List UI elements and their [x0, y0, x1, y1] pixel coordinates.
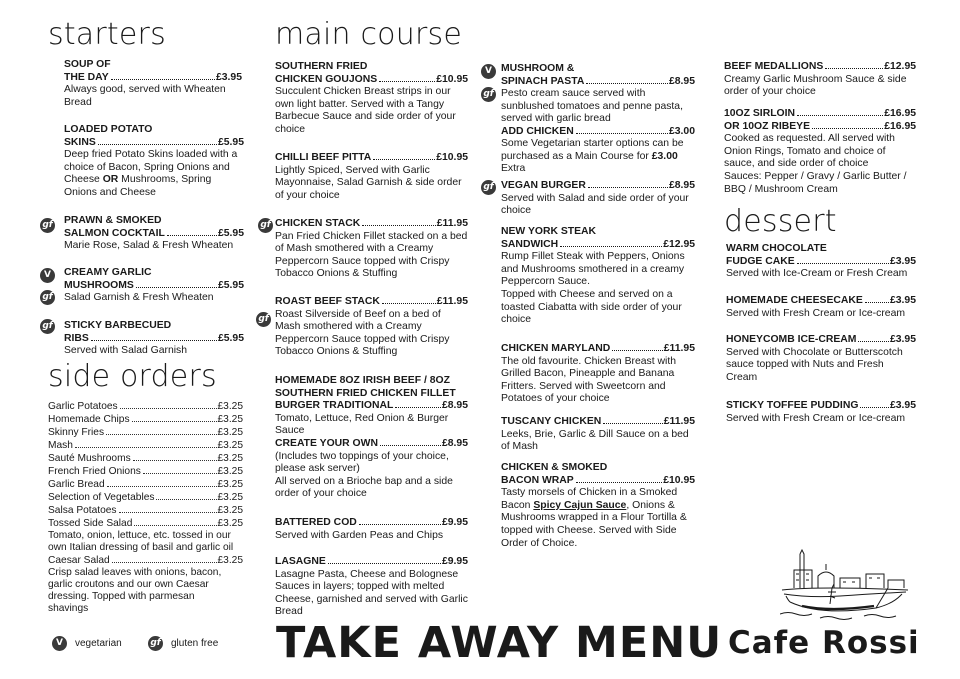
- main-roast-beef-stack: [275, 296, 468, 359]
- item-price: £11.95: [663, 343, 695, 354]
- main-tuscany-chicken: [501, 416, 695, 454]
- item-price: £16.95: [884, 120, 916, 132]
- item-desc: Crisp salad leaves with onions, bacon, garlic croutons and our own Caesar dressing. Topped with parmesan shavings: [48, 567, 222, 614]
- item-desc: Pan Fried Chicken Fillet stacked on a bed of Mash smothered with a Creamy Peppercorn Sauce topped with Crispy Tobacco Onions & Stuffing: [275, 230, 468, 280]
- list-item: Skinny Fries £3.25: [48, 427, 243, 438]
- cafe-rossi-logo: Cafe Rossi: [728, 625, 920, 661]
- item-price: £3.95: [889, 400, 916, 411]
- item-name: CREAMY GARLIC: [64, 267, 152, 278]
- item-desc: Served with Ice-Cream or Fresh Cream: [726, 268, 908, 280]
- item-name: HOMEMADE 8OZ IRISH BEEF / 8OZ: [275, 375, 450, 386]
- item-price: £8.95: [441, 437, 468, 449]
- vegetarian-icon: V: [481, 64, 496, 79]
- starter-ribs: [64, 320, 244, 358]
- list-item: Sauté Mushrooms £3.25: [48, 453, 243, 464]
- list-item: Mash £3.25: [48, 440, 243, 451]
- item-desc: Roast Silverside of Beef on a bed of Mash smothered with a Creamy Peppercorn Sauce topped with Crispy Tobacco Onions & Stuffing: [275, 308, 450, 358]
- item-price: £3.00: [668, 125, 695, 137]
- item-name: CHICKEN GOUJONS: [275, 73, 378, 85]
- item-name: BACON WRAP: [501, 474, 574, 486]
- item-name: VEGAN BURGER: [501, 180, 586, 191]
- starters-heading: starters: [48, 17, 166, 52]
- main-battered-cod: [275, 517, 468, 542]
- item-name: CREATE YOUR OWN: [275, 437, 378, 449]
- gluten-free-icon: gf: [40, 319, 55, 334]
- list-item: Caesar Salad £3.25: [48, 555, 243, 566]
- item-desc: Salad Garnish & Fresh Wheaten: [64, 292, 214, 304]
- item-name: FUDGE CAKE: [726, 255, 795, 267]
- item-name: SOUTHERN FRIED CHICKEN FILLET: [275, 387, 456, 399]
- legend-gluten-free: gf gluten free: [148, 636, 218, 651]
- item-name: SANDWICH: [501, 238, 559, 250]
- item-desc: Cooked as requested. All served with Onion Rings, Tomato and choice of sauce, and side order of choice: [724, 133, 895, 170]
- item-desc: Served with Salad and side order of your choice: [501, 192, 689, 217]
- item-desc: Creamy Garlic Mushroom Sauce & side order of your choice: [724, 73, 907, 98]
- item-price: £11.95: [436, 218, 468, 229]
- item-desc: Leeks, Brie, Garlic & Dill Sauce on a bed of Mash: [501, 428, 689, 453]
- item-price: £11.95: [436, 296, 468, 307]
- item-price: £12.95: [663, 238, 695, 250]
- main-vegan-burger: [501, 180, 695, 218]
- item-name: PRAWN & SMOKED: [64, 215, 162, 226]
- item-price: £9.95: [441, 556, 468, 567]
- list-item: French Fried Onions £3.25: [48, 466, 243, 477]
- list-item: Garlic Potatoes £3.25: [48, 401, 243, 412]
- item-desc: (Includes two toppings of your choice, please ask server): [275, 450, 449, 475]
- item-desc: Served with Fresh Cream or Ice-cream: [726, 412, 905, 424]
- list-item: Salsa Potatoes £3.25: [48, 505, 243, 516]
- item-name: BURGER TRADITIONAL: [275, 400, 394, 412]
- gluten-free-icon: gf: [148, 636, 163, 651]
- item-name: MUSHROOM &: [501, 63, 575, 74]
- dessert-cheesecake: [726, 295, 916, 320]
- item-desc: Always good, served with Wheaten Bread: [64, 84, 226, 108]
- item-desc: Served with Garden Peas and Chips: [275, 529, 444, 541]
- item-price: £3.95: [889, 334, 916, 345]
- item-desc: Sauces: Pepper / Gravy / Garlic Butter / BBQ / Mushroom Cream: [724, 170, 907, 195]
- main-chicken-stack: [275, 218, 468, 281]
- item-desc: Served with Salad Garnish: [64, 345, 188, 357]
- item-desc: Tomato, onion, lettuce, etc. tossed in our own Italian dressing of basil and garlic oil: [48, 530, 234, 553]
- item-desc: Tasty morsels of Chicken in a Smoked Bacon Spicy Cajun Sauce, Onions & Mushrooms wrapped in a Flour Tortilla & topped with Cheese. Served with Side Order of Choice.: [501, 487, 687, 549]
- item-desc: Lasagne Pasta, Cheese and Bolognese Sauces in layers; topped with melted Cheese, garnished and served with Garlic Bread: [275, 568, 468, 618]
- item-name: HOMEMADE CHEESECAKE: [726, 295, 863, 306]
- item-price: £5.95: [217, 227, 244, 239]
- main-chicken-maryland: [501, 343, 695, 406]
- item-name: CHICKEN MARYLAND: [501, 343, 611, 354]
- item-price: £3.95: [889, 295, 916, 306]
- side-orders-list: [48, 400, 243, 615]
- legend-vegetarian: V vegetarian: [52, 636, 122, 651]
- gluten-free-icon: gf: [258, 218, 273, 233]
- item-name: LASAGNE: [275, 556, 326, 567]
- main-ny-steak-sandwich: [501, 226, 695, 327]
- item-name: STICKY TOFFEE PUDDING: [726, 400, 859, 411]
- list-item: Garlic Bread £3.25: [48, 479, 243, 490]
- item-price: £10.95: [436, 73, 468, 85]
- item-price: £11.95: [663, 416, 695, 427]
- starter-prawn-cocktail: [64, 215, 244, 253]
- list-item: Tossed Side Salad £3.25: [48, 518, 243, 529]
- main-burger: [275, 375, 468, 501]
- gluten-free-icon: gf: [481, 180, 496, 195]
- main-chilli-pitta: [275, 152, 468, 202]
- side-orders-heading: side orders: [48, 359, 217, 394]
- item-name: OR 10OZ RIBEYE: [724, 120, 811, 132]
- main-course-heading: main course: [275, 17, 462, 52]
- item-price: £5.95: [217, 136, 244, 148]
- item-price: £16.95: [884, 108, 916, 119]
- item-name: CHICKEN & SMOKED: [501, 462, 608, 473]
- item-name: ROAST BEEF STACK: [275, 296, 380, 307]
- main-chicken-bacon-wrap: [501, 462, 695, 550]
- item-price: £5.95: [217, 279, 244, 291]
- item-name: BEEF MEDALLIONS: [724, 61, 824, 72]
- item-price: £12.95: [884, 61, 916, 72]
- item-name: ADD CHICKEN: [501, 125, 574, 137]
- item-desc: Served with Chocolate or Butterscotch sauce topped with Nuts and Fresh Cream: [726, 346, 903, 383]
- item-desc: The old favourite. Chicken Breast with Grilled Bacon, Pineapple and Banana Fritters. Served with Sweetcorn and Potatoes of your choice: [501, 355, 676, 405]
- main-beef-medallions: [724, 61, 916, 99]
- item-name: THE DAY: [64, 71, 109, 83]
- item-name: TUSCANY CHICKEN: [501, 416, 602, 427]
- item-desc: Pesto cream sauce served with sunblushed tomatoes and penne pasta, served with garlic bread: [501, 88, 683, 125]
- item-price: £8.95: [441, 400, 468, 412]
- vegetarian-icon: V: [40, 268, 55, 283]
- item-price: £9.95: [441, 517, 468, 528]
- item-desc: Topped with Cheese and served on a toasted Ciabatta with side order of your choice: [501, 288, 682, 326]
- item-desc: Lightly Spiced, Served with Garlic Mayonnaise, Salad Garnish & side order of your choice: [275, 164, 462, 201]
- item-name: SALMON COCKTAIL: [64, 227, 165, 239]
- item-name: HONEYCOMB ICE-CREAM: [726, 334, 857, 345]
- item-name: NEW YORK STEAK: [501, 226, 597, 237]
- take-away-menu-title: TAKE AWAY MENU: [276, 618, 723, 668]
- main-lasagne: [275, 556, 468, 619]
- gluten-free-icon: gf: [256, 312, 271, 327]
- gluten-free-icon: gf: [481, 87, 496, 102]
- vegetarian-note: Some Vegetarian starter options can be purchased as a Main Course for £3.00 Extra: [501, 138, 684, 175]
- list-item: Homemade Chips £3.25: [48, 414, 243, 425]
- item-name: SOUP OF: [64, 59, 111, 70]
- item-price: £5.95: [217, 332, 244, 344]
- item-desc: Marie Rose, Salad & Fresh Wheaten: [64, 240, 234, 252]
- item-name: MUSHROOMS: [64, 279, 134, 291]
- vegetarian-icon: V: [52, 636, 67, 651]
- starter-soup: [64, 59, 242, 109]
- item-name: LOADED POTATO: [64, 124, 153, 135]
- item-name: SKINS: [64, 136, 96, 148]
- item-desc: Succulent Chicken Breast strips in our own light batter. Served with a Tangy Barbecue Sauce and side order of your choice: [275, 86, 456, 135]
- item-price: £3.95: [215, 71, 242, 83]
- main-mushroom-pasta: [501, 63, 695, 139]
- item-desc: Served with Fresh Cream or Ice-cream: [726, 307, 905, 319]
- dessert-fudge-cake: [726, 243, 916, 281]
- item-desc: Rump Fillet Steak with Peppers, Onions and Mushrooms smothered in a creamy Peppercorn Sauce.: [501, 251, 685, 288]
- main-steaks: [724, 108, 916, 196]
- item-desc: Deep fried Potato Skins loaded with a choice of Bacon, Spring Onions and Cheese OR Mushrooms, Spring Onions and Cheese: [64, 149, 238, 198]
- item-name: BATTERED COD: [275, 517, 357, 528]
- item-name: CHILLI BEEF PITTA: [275, 152, 372, 163]
- starter-potato-skins: [64, 124, 244, 200]
- item-name: CHICKEN STACK: [275, 218, 361, 229]
- list-item: Selection of Vegetables £3.25: [48, 492, 243, 503]
- item-name: WARM CHOCOLATE: [726, 243, 827, 254]
- item-price: £8.95: [668, 180, 695, 191]
- item-name: SOUTHERN FRIED: [275, 61, 368, 72]
- starter-garlic-mushrooms: [64, 267, 244, 305]
- dessert-sticky-toffee: [726, 400, 916, 425]
- item-price: £10.95: [436, 152, 468, 163]
- dessert-heading: dessert: [724, 204, 837, 239]
- item-name: 10OZ SIRLOIN: [724, 108, 796, 119]
- gluten-free-icon: gf: [40, 218, 55, 233]
- item-price: £8.95: [668, 75, 695, 87]
- item-desc: Tomato, Lettuce, Red Onion & Burger Sauce: [275, 412, 449, 437]
- item-price: £10.95: [663, 474, 695, 486]
- item-name: STICKY BARBECUED: [64, 320, 172, 331]
- gluten-free-icon: gf: [40, 290, 55, 305]
- item-name: RIBS: [64, 332, 89, 344]
- item-name: SPINACH PASTA: [501, 75, 585, 87]
- dessert-honeycomb: [726, 334, 916, 384]
- item-price: £3.95: [889, 255, 916, 267]
- venice-gondola-illustration: [780, 548, 910, 622]
- item-desc: All served on a Brioche bap and a side order of your choice: [275, 475, 453, 500]
- main-goujons: [275, 61, 468, 137]
